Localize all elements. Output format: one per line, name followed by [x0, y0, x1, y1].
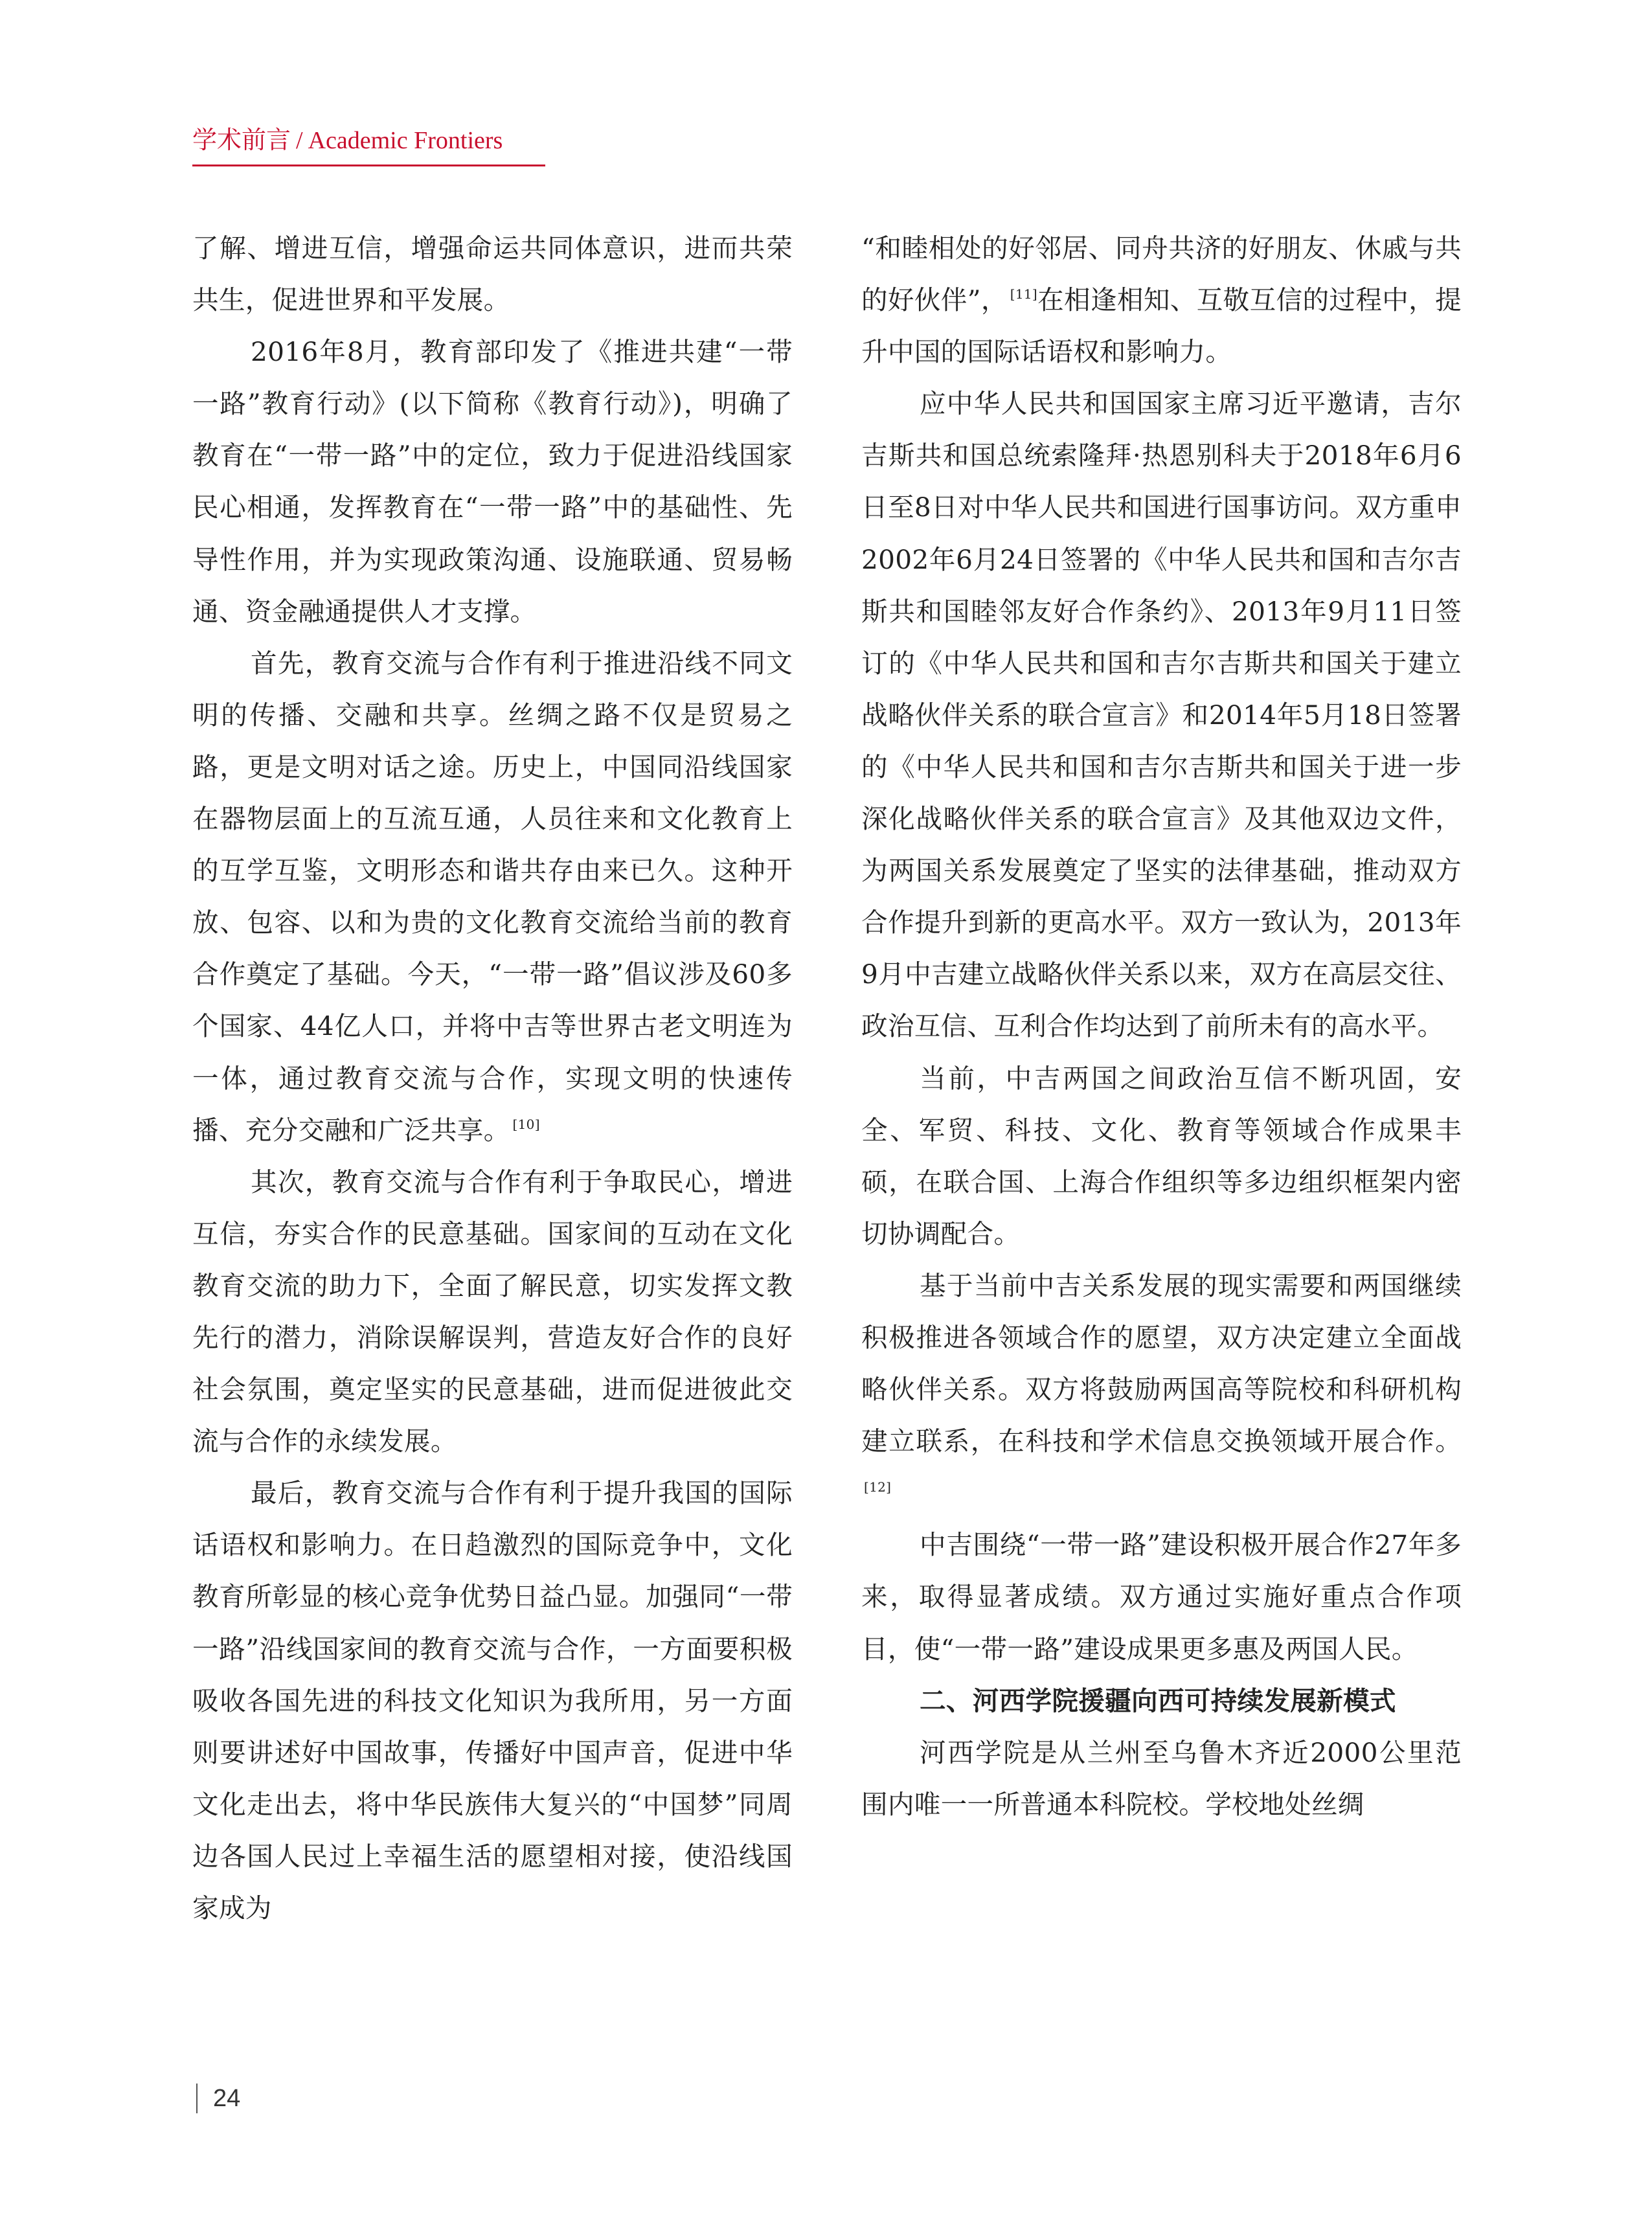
paragraph-text: 河西学院是从兰州至乌鲁木齐近2000公里范围内唯一一所普通本科院校。学校地处丝绸 — [861, 1736, 1462, 1820]
paragraph-text: 二、河西学院援疆向西可持续发展新模式 — [920, 1685, 1396, 1716]
body-paragraph — [861, 1727, 1462, 1830]
citation-marker: [10] — [512, 1116, 540, 1132]
page-footer — [196, 2084, 240, 2113]
body-paragraph — [861, 378, 1462, 1052]
paragraph-text: 中吉围绕“一带一路”建设积极开展合作27年多来，取得显著成绩。双方通过实施好重点合作项目，使“一带一路”建设成果更多惠及两国人民。 — [861, 1529, 1462, 1664]
paragraph-text: “和睦相处的好邻居、同舟共济的好朋友、休戚与共的好伙伴”， — [861, 233, 1462, 316]
citation-marker: [11] — [1010, 286, 1038, 302]
right-column — [861, 222, 1462, 1830]
paragraph-text: 应中华人民共和国国家主席习近平邀请，吉尔吉斯共和国总统索隆拜·热恩别科夫于2018年6月6日至8日对中华人民共和国进行国事访问。双方重申2002年6月24日签署的《中华人民共和国和吉尔吉斯共和国睦邻友好合作条约》、2013年9月11日签订的《中华人民共和国和吉尔吉斯共和国关于建立战略伙伴关系的联合宣言》和2014年5月18日签署的《中华人民共和国和吉尔吉斯共和国关于进一步深化战略伙伴关系的联合宣言》及其他双边文件，为两国关系发展奠定了坚实的法律基础，推动双方合作提升到新的更高水平。双方一致认为，2013年9月中吉建立战略伙伴关系以来，双方在高层交往、政治互信、互利合作均达到了前所未有的高水平。 — [861, 388, 1462, 1042]
header-separator: / — [296, 127, 303, 154]
section-heading — [861, 1675, 1462, 1727]
footer-rule — [196, 2084, 198, 2113]
paragraph-text-continued: 在相逢相知、互敬互信的过程中，提升中国的国际话语权和影响力。 — [861, 284, 1462, 368]
page-number: 24 — [213, 2084, 241, 2112]
paragraph-text: 最后，教育交流与合作有利于提升我国的国际话语权和影响力。在日趋激烈的国际竞争中，文化教育所彰显的核心竞争优势日益凸显。加强同“一带一路”沿线国家间的教育交流与合作，一方面要积极吸收各国先进的科技文化知识为我所用，另一方面则要讲述好中国故事，传播好中国声音，促进中华文化走出去，将中华民族伟大复兴的“中国梦”同周边各国人民过上幸福生活的愿望相对接，使沿线国家成为 — [192, 1477, 793, 1924]
left-column — [192, 222, 793, 1934]
paragraph-text: 其次，教育交流与合作有利于争取民心，增进互信，夯实合作的民意基础。国家间的互动在文化教育交流的助力下，全面了解民意，切实发挥文教先行的潜力，消除误解误判，营造友好合作的良好社会氛围，奠定坚实的民意基础，进而促进彼此交流与合作的永续发展。 — [192, 1166, 793, 1457]
body-paragraph — [192, 1156, 793, 1468]
body-paragraph — [192, 637, 793, 1156]
body-paragraph — [192, 222, 793, 326]
body-paragraph — [861, 1260, 1462, 1519]
header-title-en: Academic Frontiers — [308, 127, 503, 154]
body-paragraph — [192, 326, 793, 637]
body-paragraph — [192, 1467, 793, 1934]
body-paragraph — [861, 1052, 1462, 1260]
paragraph-text: 基于当前中吉关系发展的现实需要和两国继续积极推进各领域合作的愿望，双方决定建立全面战略伙伴关系。双方将鼓励两国高等院校和科研机构建立联系，在科技和学术信息交换领域开展合作。 — [861, 1269, 1462, 1457]
header-title-zh: 学术前言 — [192, 127, 291, 154]
paragraph-text: 当前，中吉两国之间政治互信不断巩固，安全、军贸、科技、文化、教育等领域合作成果丰硕，在联合国、上海合作组织等多边组织框架内密切协调配合。 — [861, 1062, 1462, 1249]
running-header — [192, 123, 545, 166]
citation-marker: [12] — [864, 1479, 892, 1495]
paragraph-text: 了解、增进互信，增强命运共同体意识，进而共荣共生，促进世界和平发展。 — [192, 233, 793, 316]
paragraph-text: 2016年8月，教育部印发了《推进共建“一带一路”教育行动》(以下简称《教育行动》)，明确了教育在“一带一路”中的定位，致力于促进沿线国家民心相通，发挥教育在“一带一路”中的基础性、先导性作用，并为实现政策沟通、设施联通、贸易畅通、资金融通提供人才支撑。 — [192, 336, 793, 627]
body-paragraph — [861, 1519, 1462, 1674]
paragraph-text: 首先，教育交流与合作有利于推进沿线不同文明的传播、交融和共享。丝绸之路不仅是贸易之路，更是文明对话之途。历史上，中国同沿线国家在器物层面上的互流互通，人员往来和文化教育上的互学互鉴，文明形态和谐共存由来已久。这种开放、包容、以和为贵的文化教育交流给当前的教育合作奠定了基础。今天，“一带一路”倡议涉及60多个国家、44亿人口，并将中吉等世界古老文明连为一体，通过教育交流与合作，实现文明的快速传播、充分交融和广泛共享。 — [192, 647, 793, 1146]
body-paragraph — [861, 222, 1462, 378]
